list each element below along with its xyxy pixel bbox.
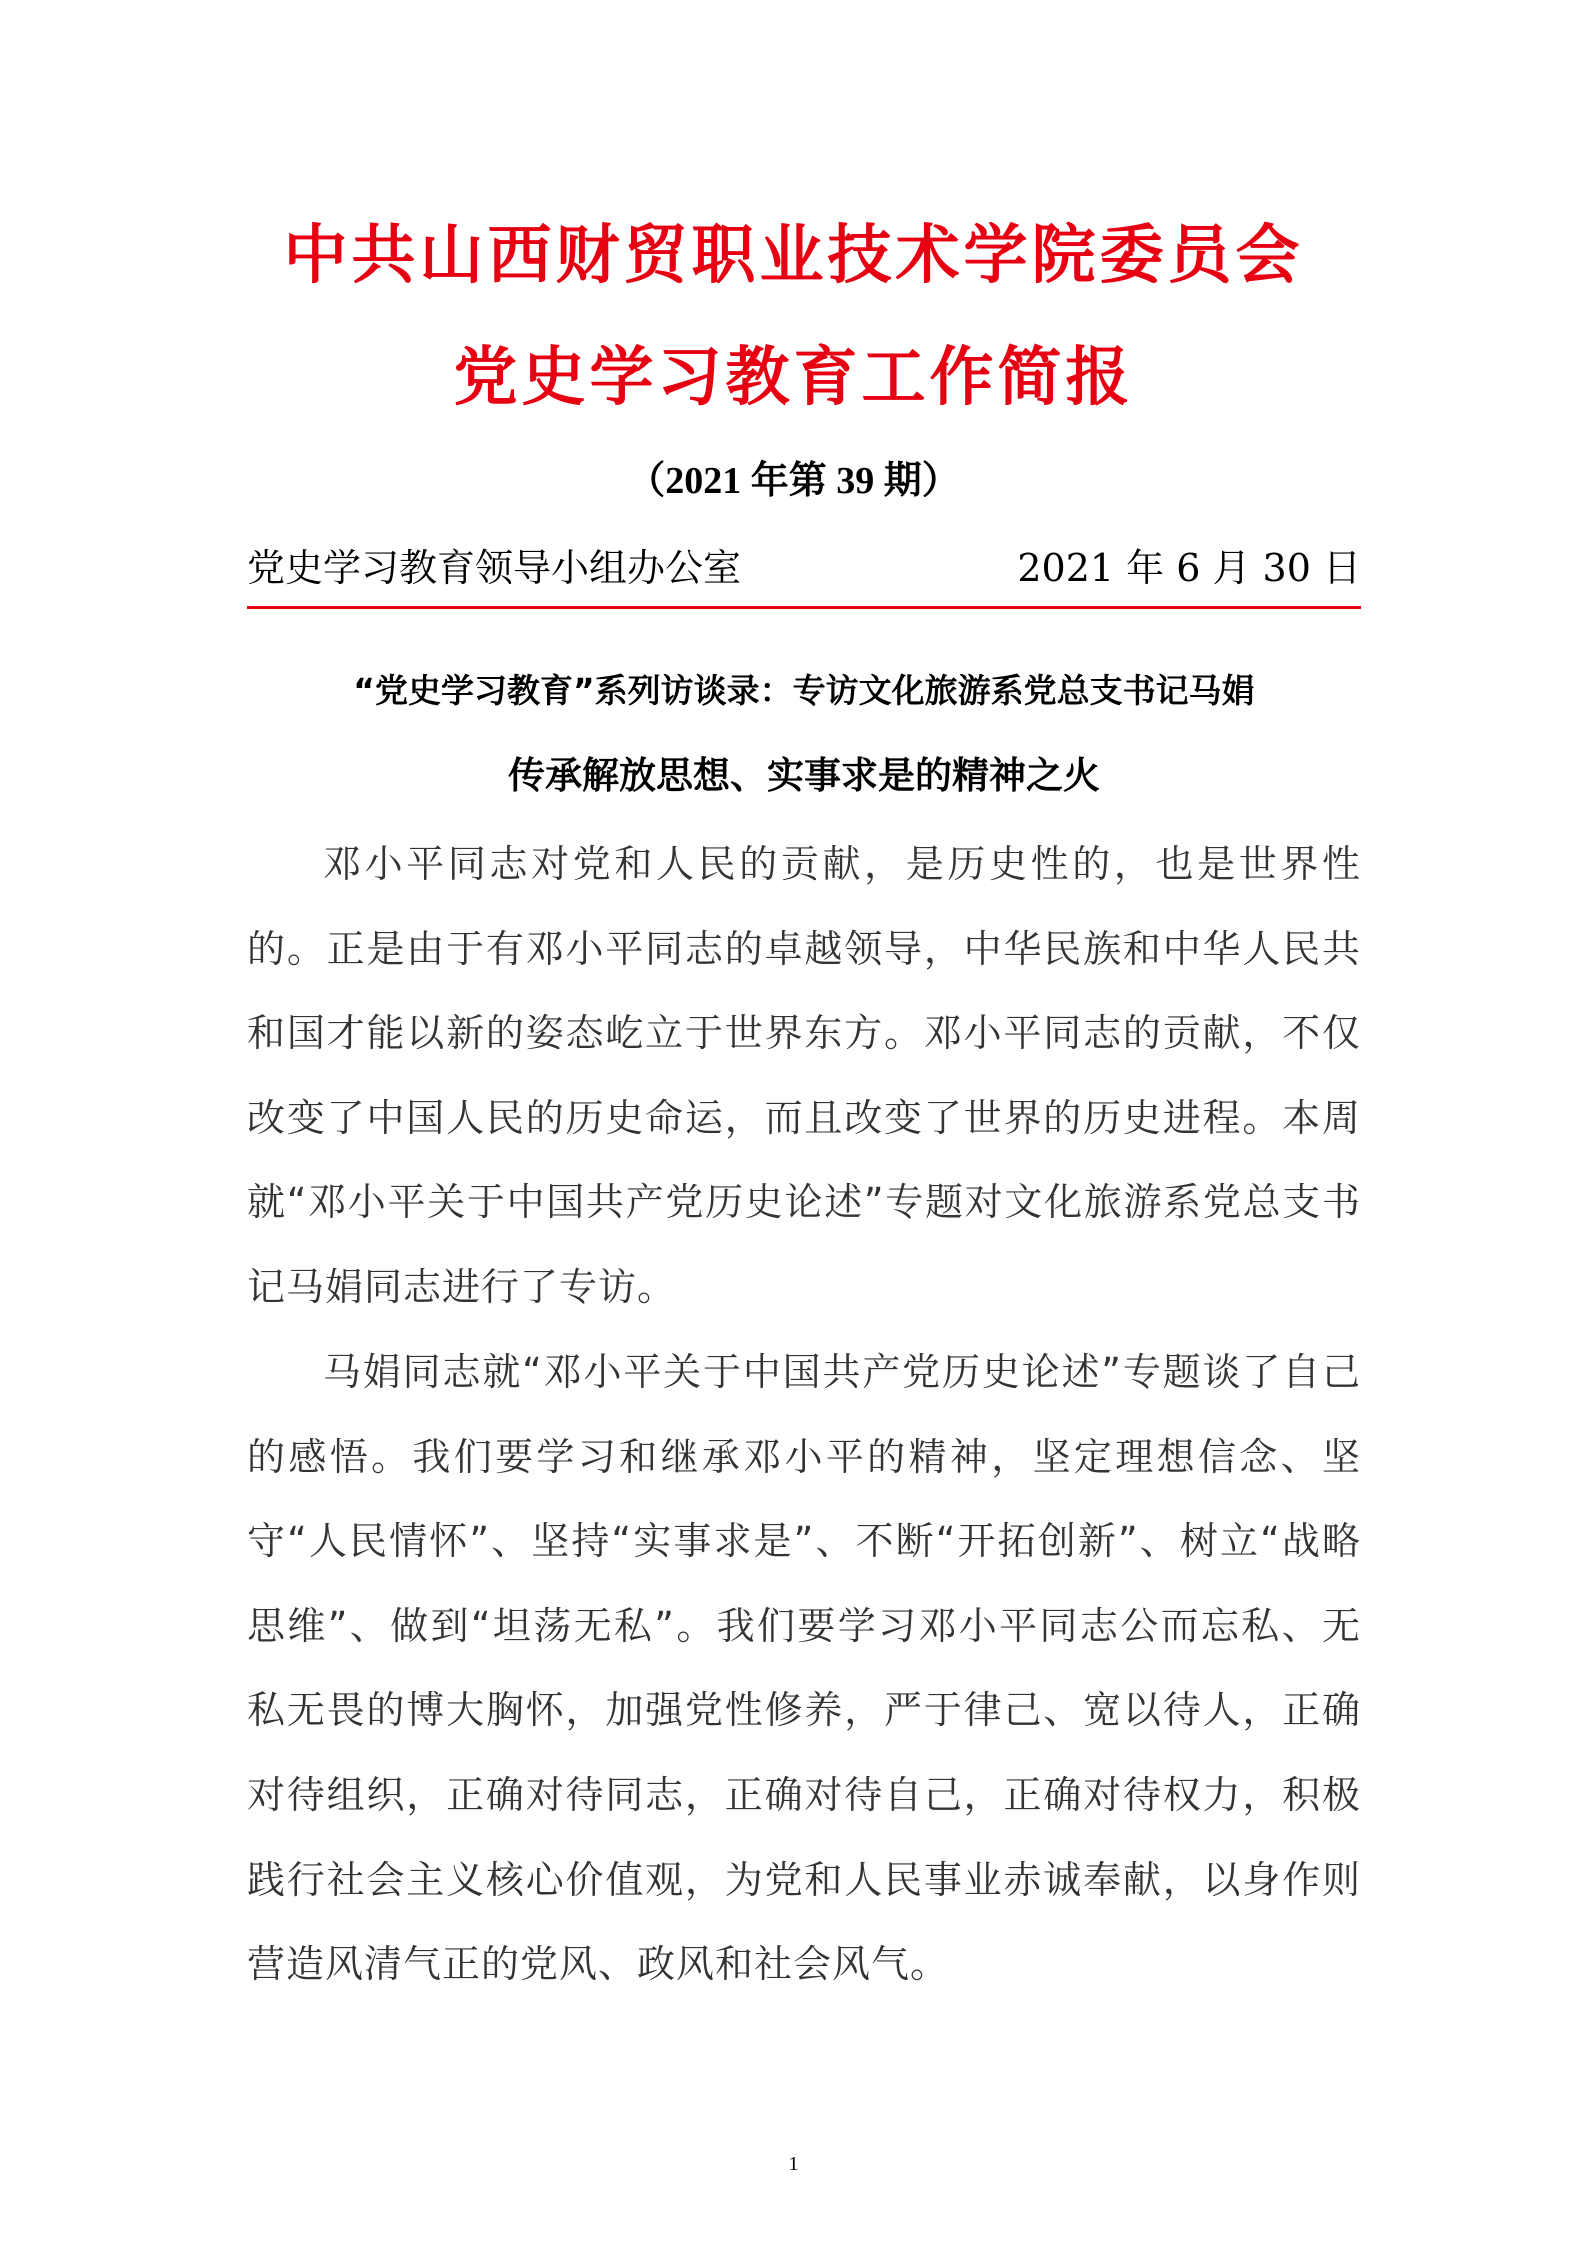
issuing-office: 党史学习教育领导小组办公室 xyxy=(247,546,742,590)
issue-number: （2021 年第 39 期） xyxy=(627,460,960,502)
bulletin-title-line1: 中共山西财贸职业技术学院委员会 xyxy=(283,218,1304,293)
body-paragraph: 邓小平同志对党和人民的贡献，是历史性的，也是世界性的。正是由于有邓小平同志的卓越领导，中华民族和中华人民共和国才能以新的姿态屹立于世界东方。邓小平同志的贡献，不仅改变了中国人民的历史命运，而且改变了世界的历史进程。本周就“邓小平关于中国共产党历史论述”专题对文化旅游系党总支书记马娟同志进行了专访。 xyxy=(247,842,1361,1309)
article-headline: 传承解放思想、实事求是的精神之火 xyxy=(508,753,1100,797)
bulletin-title-line2: 党史学习教育工作简报 xyxy=(453,340,1134,415)
body-paragraph: 马娟同志就“邓小平关于中国共产党历史论述”专题谈了自己的感悟。我们要学习和继承邓小平的精神，坚定理想信念、坚守“人民情怀”、坚持“实事求是”、不断“开拓创新”、树立“战略思维”、做到“坦荡无私”。我们要学习邓小平同志公而忘私、无私无畏的博大胸怀，加强党性修养，严于律己、宽以待人，正确对待组织，正确对待同志，正确对待自己，正确对待权力，积极践行社会主义核心价值观，为党和人民事业赤诚奉献，以身作则营造风清气正的党风、政风和社会风气。 xyxy=(247,1350,1361,1987)
bulletin-meta-row xyxy=(247,542,1361,594)
red-divider-line xyxy=(247,606,1361,609)
issue-date: 2021 年 6 月 30 日 xyxy=(1017,546,1361,590)
article-subtitle: “党史学习教育”系列访谈录：专访文化旅游系党总支书记马娟 xyxy=(353,671,1255,710)
page-number: 1 xyxy=(788,2153,799,2175)
